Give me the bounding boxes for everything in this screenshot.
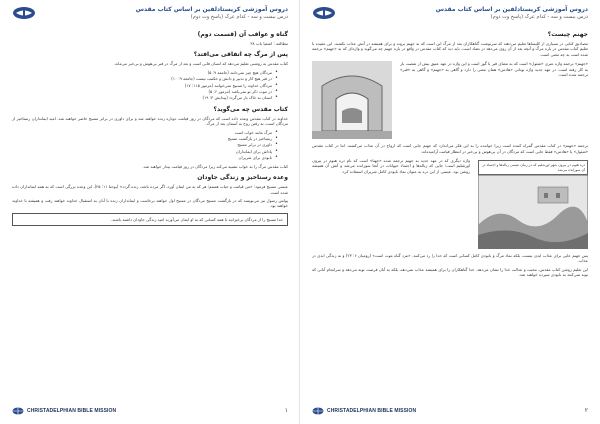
header-subtitle: درس بیست و سه - کدام عرک (پاسخ وت دوم) bbox=[490, 14, 588, 20]
right-page bbox=[300, 0, 600, 424]
list-item: • مردگان هیچ چیز نمی‌دانند (جامعه ۹: ۵) bbox=[12, 70, 278, 75]
body-paragraph: ترجمه «جهنم» در کتاب مقدس گمراه کننده است زیرا خواننده را به این فکر می‌اندازد که جهنم جایی است که ارواح در آن عذاب می‌کشند. اما در کتاب مقدس «شئول» یا «هادس» فقط جایی است که مردگان در آن بی‌هوش و بی‌خبر در انتظار قیامت آرامیده‌اند. bbox=[312, 143, 588, 154]
header-title: دروس آموزشی کریستادلفین بر اساس کتاب مقدس bbox=[435, 6, 588, 13]
highlight-box bbox=[12, 213, 288, 226]
body-paragraph: عیسی مسیح فرمود: «من قیامت و حیات هستم؛ هر که به من ایمان آورد، اگر مرده باشد، زنده گردد» (یوحنا ۱۱: ۲۵). این وعده بزرگی است که به همه ایمانداران داده شده است. bbox=[12, 184, 288, 195]
footer-brand-text: CHRISTADELPHIAN BIBLE MISSION bbox=[327, 408, 417, 414]
footer-brand-text: CHRISTADELPHIAN BIBLE MISSION bbox=[27, 408, 117, 414]
page-footer bbox=[12, 406, 288, 416]
body-paragraph: خداوند در کتاب مقدس وعده داده است که مردگان در روز قیامت دوباره زنده خواهند شد و برای داوری در برابر مسیح حاضر خواهند شد. امید ایمانداران رستاخیز از مردگان است، نه رفتن روح به آسمان بعد از مرگ. bbox=[12, 115, 288, 127]
body-paragraph: پس جهنم جایی برای عذاب ابدی نیست، بلکه نماد مرگ و نابودی کامل کسانی است که خدا را رد می‌کنند. «مزد گناه موت است» (رومیان ۶: ۲۳) و نه زندگی ابدی در عذاب. bbox=[312, 253, 588, 264]
list-item: • رستاخیز در بازگشت مسیح bbox=[12, 136, 278, 141]
list-item: • پاداش برای ایمانداران bbox=[12, 149, 278, 154]
list-item: • انسان به خاک باز می‌گردد (پیدایش ۳: ۱۹) bbox=[12, 95, 278, 100]
footer-brand bbox=[312, 406, 416, 416]
study-reference: مطالعه : اشعیا باب ۳۸ bbox=[250, 41, 288, 46]
page-number: ۱ bbox=[284, 407, 288, 414]
list-item: • در قبر هیچ کار و تدبیر و دانش و حکمت نیست (جامعه ۹: ۱۰) bbox=[12, 76, 278, 81]
page-footer bbox=[312, 406, 588, 416]
figure-row-1 bbox=[312, 61, 588, 139]
valley-illustration bbox=[478, 175, 588, 249]
intro-paragraph: کتاب مقدس به روشنی تعلیم می‌دهد که انسان فانی است و بعد از مرگ در قبر بی‌هوش و بی‌خبر می‌ماند. bbox=[113, 61, 288, 67]
bible-mission-logo-icon bbox=[312, 6, 336, 20]
valley-figure bbox=[478, 158, 588, 249]
death-facts-list bbox=[12, 70, 278, 101]
hinnom-valley-image bbox=[478, 175, 588, 249]
globe-logo-icon bbox=[12, 407, 24, 415]
page-number: ۲ bbox=[584, 407, 588, 414]
bible-mission-logo-icon bbox=[12, 6, 36, 20]
lesson-top-label: گناه و عواقب آن (قسمت دوم) bbox=[197, 31, 288, 38]
tomb-image bbox=[312, 61, 392, 139]
body-paragraph: کتاب مقدس مرگ را به خواب تشبیه می‌کند زیرا مردگان در روز قیامت بیدار خواهند شد. bbox=[142, 163, 288, 169]
section-heading-what-is-hell: جهنم چیست؟ bbox=[547, 31, 588, 38]
list-item: • مردگان خداوند را تسبیح نمی‌خوانند (مزمور ۱۱۵: ۱۷) bbox=[12, 83, 278, 88]
list-item: • در موت ذکر تو نمی‌باشد (مزمور ۶: ۵) bbox=[12, 89, 278, 94]
list-item: • نابودی برای شریران bbox=[12, 155, 278, 160]
body-paragraph: پولس رسول نیز می‌نویسد که در بازگشت مسیح مردگان در مسیح اول خواهند برخاست و ایمانداران زنده با آنان به استقبال خداوند خواهند رفت و همیشه با خداوند خواهند بود. bbox=[12, 197, 288, 209]
highlight-text: خدا مسیح را از مردگان برخیزانید تا همه کسانی که به او ایمان می‌آورند امید زندگی جاودان داشته باشند. bbox=[110, 216, 283, 222]
body-paragraph: مصادیق کتابی در بسیاری از کلیساها تعلیم می‌دهند که سرنوشت گناهکاران بعد از مرگ این است که به جهنم بروند و برای همیشه در آتش عذاب بکشند. این عقیده با تعلیم کتاب مقدس در باره مرگ و آنچه بعد از آن روی می‌دهد در تضاد است. باید دید که کتاب مقدس در واقع در باره جهنم چه می‌گوید و واژه‌ای که به «جهنم» ترجمه شده است به چه معنی است. bbox=[312, 41, 588, 57]
globe-logo-icon bbox=[312, 407, 324, 415]
figure-row-2 bbox=[312, 158, 588, 249]
body-paragraph: این تعلیم روشن کتاب مقدس، محبت و عدالت خدا را نشان می‌دهد. خدا گناهکاران را برای همیشه عذاب نمی‌دهد، بلکه به آنان فرصت توبه می‌دهد و سرانجام آنانی که توبه نمی‌کنند به نابودی سپرده خواهند شد. bbox=[312, 266, 588, 278]
list-item: • داوری در برابر مسیح bbox=[12, 142, 278, 147]
resurrection-points-list bbox=[12, 130, 278, 161]
section-heading-after-death: پس از مرگ چه اتفاقی می‌افتد؟ bbox=[193, 51, 288, 59]
list-item: • مرگ مانند خواب است bbox=[12, 130, 278, 135]
page-header bbox=[312, 6, 588, 26]
section-heading-bible-says: کتاب مقدس چه می‌گوید؟ bbox=[213, 105, 288, 113]
header-subtitle: درس بیست و سه - کدام عرک (پاسخ وت دوم) bbox=[190, 14, 288, 20]
footer-brand bbox=[12, 406, 116, 416]
body-paragraph: واژه دیگری که در عهد جدید به جهنم ترجمه شده «جهنا» است که نام دره هنوم در بیرون اورشلیم است؛ جایی که زباله‌ها و اجساد حیوانات در آنجا سوزانده می‌شد و آتش آن همیشه روشن بود. عیسی از این دره به عنوان نماد نابودی کامل شریران استفاده کرد. bbox=[312, 158, 470, 174]
page-header bbox=[12, 6, 288, 26]
section-heading-resurrection: وعده رستاخیز و زندگی جاودان bbox=[197, 174, 288, 182]
body-paragraph: «جهنم» ترجمه واژه عبری «شئول» است که به معنای قبر یا گور است و این واژه در عهد عتیق بیش از شصت بار به کار رفته است. در عهد جدید واژه یونانی «هادس» همان معنی را دارد و گاهی به «جهنم» و گاهی به «قبر» ترجمه شده است. bbox=[400, 61, 588, 78]
figure-caption: دره هنوم در بیرون شهر اورشلیم که در زمان عیسی زباله‌ها و اجساد در آن سوزانده می‌شد bbox=[478, 160, 588, 175]
header-title: دروس آموزشی کریستادلفین بر اساس کتاب مقدس bbox=[135, 6, 288, 13]
tomb-illustration bbox=[312, 61, 392, 139]
